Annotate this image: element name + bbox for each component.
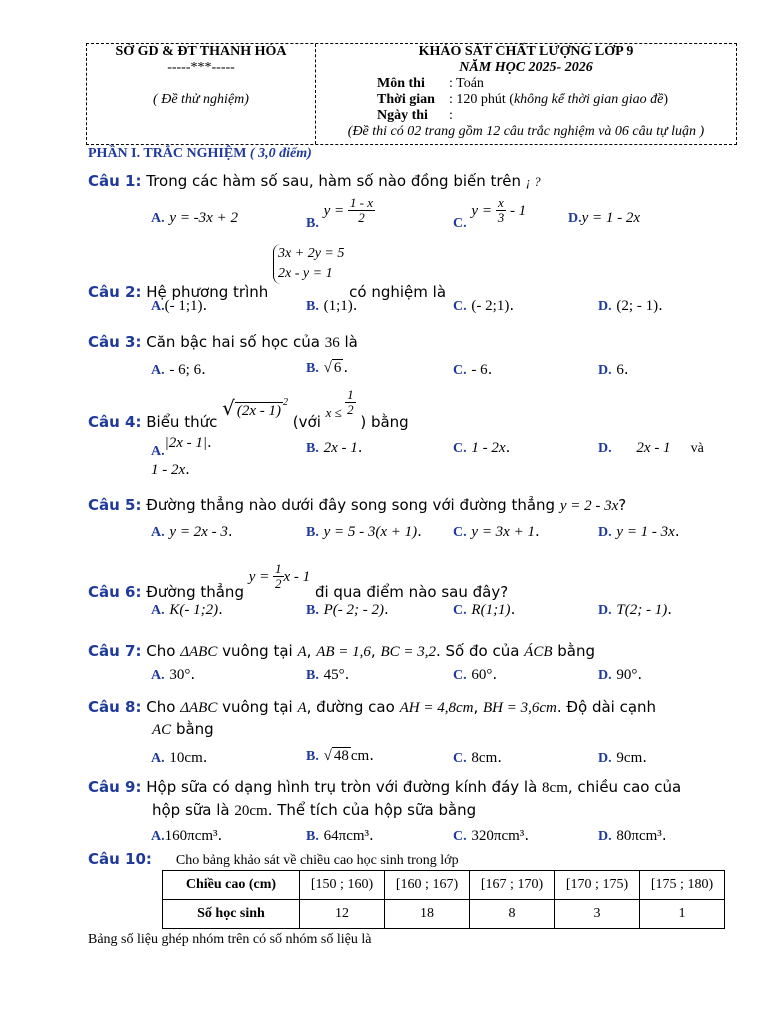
table-row bbox=[163, 871, 725, 900]
exam-type: ( Đề thử nghiệm) bbox=[153, 92, 249, 107]
exam-header bbox=[86, 43, 737, 145]
question-10 bbox=[88, 850, 459, 869]
q9-option-c[interactable]: C. 320πcm³. bbox=[453, 826, 530, 844]
date-value: : bbox=[449, 108, 453, 123]
option-letter: B. bbox=[306, 216, 319, 231]
table-cell: 3 bbox=[555, 900, 640, 929]
option-letter: B. bbox=[306, 749, 319, 764]
q4-option-c[interactable]: C. 1 - 2x. bbox=[453, 438, 511, 456]
option-value: 80πcm³ bbox=[616, 828, 662, 844]
question-text-3: hộp sữa là bbox=[152, 801, 235, 819]
option-letter: C. bbox=[453, 363, 467, 378]
option-value: 8cm bbox=[471, 750, 498, 766]
table-cell: 8 bbox=[470, 900, 555, 929]
denominator: 3 bbox=[497, 210, 505, 225]
q6-option-a[interactable]: A. K(- 1;2). bbox=[151, 600, 223, 618]
q3-option-a[interactable]: A. - 6; 6. bbox=[151, 360, 206, 378]
question-text-2: vuông tại bbox=[217, 698, 298, 716]
option-letter: B. bbox=[306, 361, 319, 376]
section-title bbox=[88, 146, 312, 162]
numerator: 1 - x bbox=[349, 195, 374, 210]
option-letter: D. bbox=[568, 211, 582, 226]
q6-option-d[interactable]: D. T(2; - 1). bbox=[598, 600, 673, 618]
option-value: y = bbox=[471, 203, 496, 219]
question-label: Câu 10: bbox=[88, 850, 152, 868]
q4-option-b[interactable]: B. 2x - 1. bbox=[306, 438, 363, 456]
option-value: y = 1 - 2x bbox=[581, 210, 641, 226]
math-exponent: 2 bbox=[283, 397, 289, 408]
q8-option-c[interactable]: C. 8cm. bbox=[453, 748, 503, 766]
option-value: 64πcm³ bbox=[323, 828, 370, 844]
numerator: 1 bbox=[347, 387, 354, 402]
question-text-3: ) bằng bbox=[355, 413, 409, 431]
option-value: K(- 1;2) bbox=[169, 602, 219, 618]
option-value: 2x - 1 bbox=[323, 440, 358, 456]
question-text-2: (với bbox=[288, 413, 326, 431]
q7-option-b[interactable]: B. 45°. bbox=[306, 665, 350, 683]
option-letter: A. bbox=[151, 363, 165, 378]
option-letter: C. bbox=[453, 299, 467, 314]
option-letter: C. bbox=[453, 751, 467, 766]
option-letter: D. bbox=[598, 525, 612, 540]
option-letter: A. bbox=[151, 603, 165, 618]
condition: x ≤ bbox=[325, 405, 346, 420]
option-value: 9cm bbox=[616, 750, 643, 766]
school-year: NĂM HỌC 2025- 2026 bbox=[459, 60, 593, 75]
option-value: 90° bbox=[616, 667, 638, 683]
option-value: y = -3x + 2 bbox=[169, 210, 238, 226]
question-label: Câu 9: bbox=[88, 778, 142, 796]
option-letter: D. bbox=[598, 441, 612, 456]
option-letter: D. bbox=[598, 299, 612, 314]
option-value: R(1;1) bbox=[471, 602, 511, 618]
header-left bbox=[87, 44, 316, 144]
option-value: 1 - 2x bbox=[471, 440, 506, 456]
math-post: x - 1 bbox=[283, 569, 311, 585]
q7-option-c[interactable]: C. 60°. bbox=[453, 665, 498, 683]
time-row bbox=[316, 92, 736, 108]
question-label: Câu 8: bbox=[88, 698, 142, 716]
option-value: (- 2;1) bbox=[471, 298, 510, 314]
question-text: Hệ phương trình bbox=[146, 282, 274, 301]
question-4 bbox=[88, 387, 409, 431]
option-letter: C. bbox=[453, 829, 467, 844]
math-ab: AB = 1,6 bbox=[316, 644, 371, 660]
option-letter: C. bbox=[453, 668, 467, 683]
question-5 bbox=[88, 496, 626, 515]
option-letter: C. bbox=[453, 441, 467, 456]
fraction bbox=[348, 196, 375, 225]
q1-option-d[interactable] bbox=[568, 208, 640, 227]
option-value: P(- 2; - 2) bbox=[323, 602, 385, 618]
table-row bbox=[163, 900, 725, 929]
option-letter: D. bbox=[598, 668, 612, 683]
fraction bbox=[345, 388, 356, 417]
math-set: ¡ bbox=[525, 174, 531, 189]
subject-value: : Toán bbox=[449, 76, 484, 91]
q1-option-b[interactable] bbox=[306, 195, 375, 231]
option-letter: B. bbox=[306, 525, 319, 540]
option-value: 320πcm³ bbox=[471, 828, 525, 844]
math-ac: AC bbox=[152, 722, 172, 738]
q2-option-c[interactable]: C. (- 2;1). bbox=[453, 296, 515, 314]
question-1 bbox=[88, 172, 541, 190]
math-bc: BC = 3,2 bbox=[380, 644, 436, 660]
q9-option-a[interactable]: A.160πcm³. bbox=[151, 826, 223, 844]
q9-option-b[interactable]: B. 64πcm³. bbox=[306, 826, 374, 844]
question-label: Câu 4: bbox=[88, 413, 142, 431]
q8-option-b[interactable]: B. √ 48 cm. bbox=[306, 746, 374, 764]
q3-option-d[interactable]: D. 6. bbox=[598, 360, 629, 378]
option-value: T(2; - 1) bbox=[616, 602, 668, 618]
option-value-2: 1 - 2x bbox=[151, 462, 186, 478]
q6-option-b[interactable]: B. P(- 2; - 2). bbox=[306, 600, 389, 618]
decor-stars: -----***----- bbox=[167, 60, 235, 75]
question-text: Biểu thức bbox=[146, 413, 223, 431]
q4-option-d[interactable] bbox=[598, 438, 704, 457]
question-text-3: , bbox=[306, 642, 317, 660]
subject-row bbox=[316, 76, 736, 92]
option-value: 60° bbox=[471, 667, 493, 683]
question-text-2: , chiều cao của bbox=[567, 778, 682, 796]
question-text: Cho bbox=[146, 698, 181, 716]
question-text: Đường thẳng nào dưới đây song song với đường thẳng bbox=[146, 496, 560, 514]
math-pre: y = bbox=[248, 569, 274, 585]
q4-option-a[interactable]: A.|2x - 1|. bbox=[151, 433, 212, 459]
section-title-text: PHẦN I. TRẮC NGHIỆM bbox=[88, 146, 250, 161]
table-header-cell: Số học sinh bbox=[163, 900, 300, 929]
time-close: ) bbox=[663, 92, 669, 107]
q5-option-c[interactable]: C. y = 3x + 1. bbox=[453, 522, 540, 540]
option-value: (- 1;1) bbox=[164, 298, 203, 314]
q2-option-d[interactable]: D. (2; - 1). bbox=[598, 296, 663, 314]
section-points: ( 3,0 điểm) bbox=[249, 146, 312, 161]
question-label: Câu 1: bbox=[88, 172, 142, 190]
question-text-5: . Độ dài cạnh bbox=[556, 698, 657, 716]
question-label: Câu 6: bbox=[88, 583, 142, 601]
option-value-post: - 1 bbox=[506, 203, 527, 219]
question-text: Hộp sữa có dạng hình trụ tròn với đường kính đáy là bbox=[146, 778, 543, 796]
math-triangle: ΔABC bbox=[180, 700, 218, 716]
option-value: y = 3x + 1 bbox=[471, 524, 535, 540]
option-letter: A. bbox=[151, 751, 165, 766]
option-letter: B. bbox=[306, 668, 319, 683]
option-letter: A. bbox=[151, 211, 165, 226]
q4-option-d-continued: 1 - 2x. bbox=[151, 460, 190, 478]
option-value: 48 bbox=[333, 748, 349, 764]
question-10-followup: Bảng số liệu ghép nhóm trên có số nhóm số liệu là bbox=[88, 932, 372, 947]
option-value: |2x - 1| bbox=[164, 435, 208, 451]
option-value: 10cm bbox=[169, 750, 203, 766]
table-cell: [170 ; 175) bbox=[555, 871, 640, 900]
q8-option-a[interactable]: A. 10cm. bbox=[151, 748, 208, 766]
question-text: Trong các hàm số sau, hàm số nào đồng biến trên bbox=[146, 172, 526, 190]
question-9-line-2 bbox=[152, 801, 476, 820]
question-end: ? bbox=[530, 174, 541, 189]
table-cell: [160 ; 167) bbox=[385, 871, 470, 900]
option-value: (2; - 1) bbox=[616, 298, 659, 314]
question-text-2: đi qua điểm nào sau đây? bbox=[310, 583, 509, 601]
option-letter: C. bbox=[453, 216, 467, 231]
numerator: x bbox=[496, 196, 507, 211]
option-value: - 6; 6 bbox=[169, 362, 202, 378]
time-label: Thời gian bbox=[377, 92, 435, 107]
option-unit: cm bbox=[350, 748, 370, 764]
q7-option-d[interactable]: D. 90°. bbox=[598, 665, 643, 683]
question-9 bbox=[88, 778, 681, 797]
equation-1: 3x + 2y = 5 bbox=[278, 246, 345, 261]
question-text: Cho bảng khảo sát về chiều cao học sinh trong lớp bbox=[175, 853, 459, 868]
math-ah: AH = 4,8cm bbox=[399, 700, 474, 716]
question-8-line-2 bbox=[152, 720, 214, 739]
equation-2: 2x - y = 1 bbox=[278, 266, 333, 281]
option-value: 45° bbox=[323, 667, 345, 683]
option-letter: B. bbox=[306, 441, 319, 456]
exam-note: (Đề thi có 02 trang gồm 12 câu trắc nghiệm và 06 câu tự luận ) bbox=[347, 124, 705, 139]
question-label: Câu 2: bbox=[88, 282, 142, 301]
question-text: Cho bbox=[146, 642, 181, 660]
question-label: Câu 5: bbox=[88, 496, 142, 514]
option-letter: A. bbox=[151, 525, 165, 540]
math-point: A bbox=[297, 644, 307, 660]
question-text-2: vuông tại bbox=[217, 642, 298, 660]
option-value: (1;1) bbox=[323, 298, 353, 314]
option-value: 6 bbox=[616, 362, 624, 378]
time-note: không kể thời gian giao đề bbox=[513, 92, 664, 107]
question-text-4: , bbox=[473, 698, 483, 716]
question-2 bbox=[88, 244, 447, 301]
q1-option-c[interactable] bbox=[453, 195, 527, 231]
question-text-6: bằng bbox=[552, 642, 596, 660]
denominator: 2 bbox=[347, 402, 354, 417]
option-letter: D. bbox=[598, 829, 612, 844]
option-letter: D. bbox=[598, 363, 612, 378]
date-row bbox=[316, 108, 736, 124]
denominator: 2 bbox=[358, 210, 365, 225]
option-letter: A. bbox=[151, 444, 165, 459]
table-header-cell: Chiều cao (cm) bbox=[163, 871, 300, 900]
q6-option-c[interactable]: C. R(1;1). bbox=[453, 600, 516, 618]
question-text-4: , bbox=[370, 642, 381, 660]
option-value: - 6 bbox=[471, 362, 488, 378]
exam-title: KHẢO SÁT CHẤT LƯỢNG LỚP 9 bbox=[418, 44, 634, 59]
numerator: 1 bbox=[275, 561, 282, 576]
question-6 bbox=[88, 561, 509, 601]
question-text-4: . Thể tích của hộp sữa bằng bbox=[267, 801, 477, 819]
option-value: 30° bbox=[169, 667, 191, 683]
question-3 bbox=[88, 333, 358, 352]
question-text-2: là bbox=[339, 333, 358, 351]
table-cell: [150 ; 160) bbox=[300, 871, 385, 900]
q1-option-a[interactable] bbox=[151, 208, 238, 227]
subject-label: Môn thi bbox=[377, 76, 425, 91]
option-letter: C. bbox=[453, 525, 467, 540]
question-text-6: bằng bbox=[171, 720, 214, 738]
question-7 bbox=[88, 642, 595, 661]
time-value: : 120 phút ( bbox=[449, 92, 514, 107]
option-value: y = 1 - 3x bbox=[616, 524, 675, 540]
option-letter: D. bbox=[598, 603, 612, 618]
q5-option-a[interactable]: A. y = 2x - 3. bbox=[151, 522, 233, 540]
department-name: SỞ GD & ĐT THANH HÓA bbox=[115, 44, 287, 59]
table-cell: 1 bbox=[640, 900, 725, 929]
q2-option-a[interactable]: A.(- 1;1). bbox=[151, 296, 208, 314]
denominator: 2 bbox=[275, 576, 282, 591]
math-bh: BH = 3,6cm bbox=[482, 700, 557, 716]
option-value: 2x - 1 bbox=[636, 440, 671, 456]
question-text: Căn bậc hai số học của bbox=[146, 333, 325, 351]
height-survey-table bbox=[162, 870, 725, 929]
q8-option-d[interactable]: D. 9cm. bbox=[598, 748, 648, 766]
q3-option-c[interactable]: C. - 6. bbox=[453, 360, 493, 378]
option-letter: A. bbox=[151, 299, 165, 314]
option-letter: B. bbox=[306, 603, 319, 618]
fraction bbox=[496, 196, 507, 225]
option-value: y = 5 - 3(x + 1) bbox=[323, 524, 418, 540]
option-letter: A. bbox=[151, 829, 165, 844]
q7-option-a[interactable]: A. 30°. bbox=[151, 665, 196, 683]
table-cell: [167 ; 170) bbox=[470, 871, 555, 900]
table-cell: 18 bbox=[385, 900, 470, 929]
q5-option-b[interactable]: B. y = 5 - 3(x + 1). bbox=[306, 522, 422, 540]
table-cell: 12 bbox=[300, 900, 385, 929]
q3-option-b[interactable]: B. √ 6 . bbox=[306, 358, 349, 376]
table-cell: [175 ; 180) bbox=[640, 871, 725, 900]
option-letter: D. bbox=[598, 751, 612, 766]
option-value: 6 bbox=[333, 360, 342, 376]
q9-option-d[interactable]: D. 80πcm³. bbox=[598, 826, 667, 844]
option-letter: A. bbox=[151, 668, 165, 683]
option-conjunction: và bbox=[690, 441, 704, 456]
option-value: 160πcm³ bbox=[164, 828, 218, 844]
option-value: y = 2x - 3 bbox=[169, 524, 228, 540]
math-angle: ÁCB bbox=[524, 644, 553, 660]
question-text-5: . Số đo của bbox=[435, 642, 525, 660]
math-number: 36 bbox=[324, 335, 340, 351]
sqrt-icon: √ bbox=[323, 748, 332, 764]
math-height: 20cm bbox=[234, 803, 268, 819]
fraction bbox=[273, 562, 284, 591]
q5-option-d[interactable]: D. y = 1 - 3x. bbox=[598, 522, 680, 540]
question-text-3: , đường cao bbox=[306, 698, 400, 716]
math-diameter: 8cm bbox=[542, 780, 568, 796]
sqrt-icon: √ bbox=[323, 360, 332, 376]
question-label: Câu 3: bbox=[88, 333, 142, 351]
math-triangle: ΔABC bbox=[180, 644, 218, 660]
sqrt-icon: √ bbox=[222, 396, 235, 420]
question-end: ? bbox=[618, 496, 627, 514]
option-letter: B. bbox=[306, 299, 319, 314]
option-letter: C. bbox=[453, 603, 467, 618]
header-right bbox=[316, 44, 736, 140]
question-text-2: có nghiệm là bbox=[344, 282, 447, 301]
question-8 bbox=[88, 698, 656, 717]
option-letter: B. bbox=[306, 829, 319, 844]
date-label: Ngày thi bbox=[377, 108, 428, 123]
math-point: A bbox=[297, 700, 307, 716]
question-label: Câu 7: bbox=[88, 642, 142, 660]
q2-option-b[interactable]: B. (1;1). bbox=[306, 296, 358, 314]
equation-system bbox=[273, 244, 344, 284]
math-expression: (2x - 1) bbox=[236, 403, 282, 419]
question-text: Đường thẳng bbox=[146, 583, 249, 601]
option-value: y = bbox=[323, 203, 348, 219]
math-line: y = 2 - 3x bbox=[559, 498, 619, 514]
